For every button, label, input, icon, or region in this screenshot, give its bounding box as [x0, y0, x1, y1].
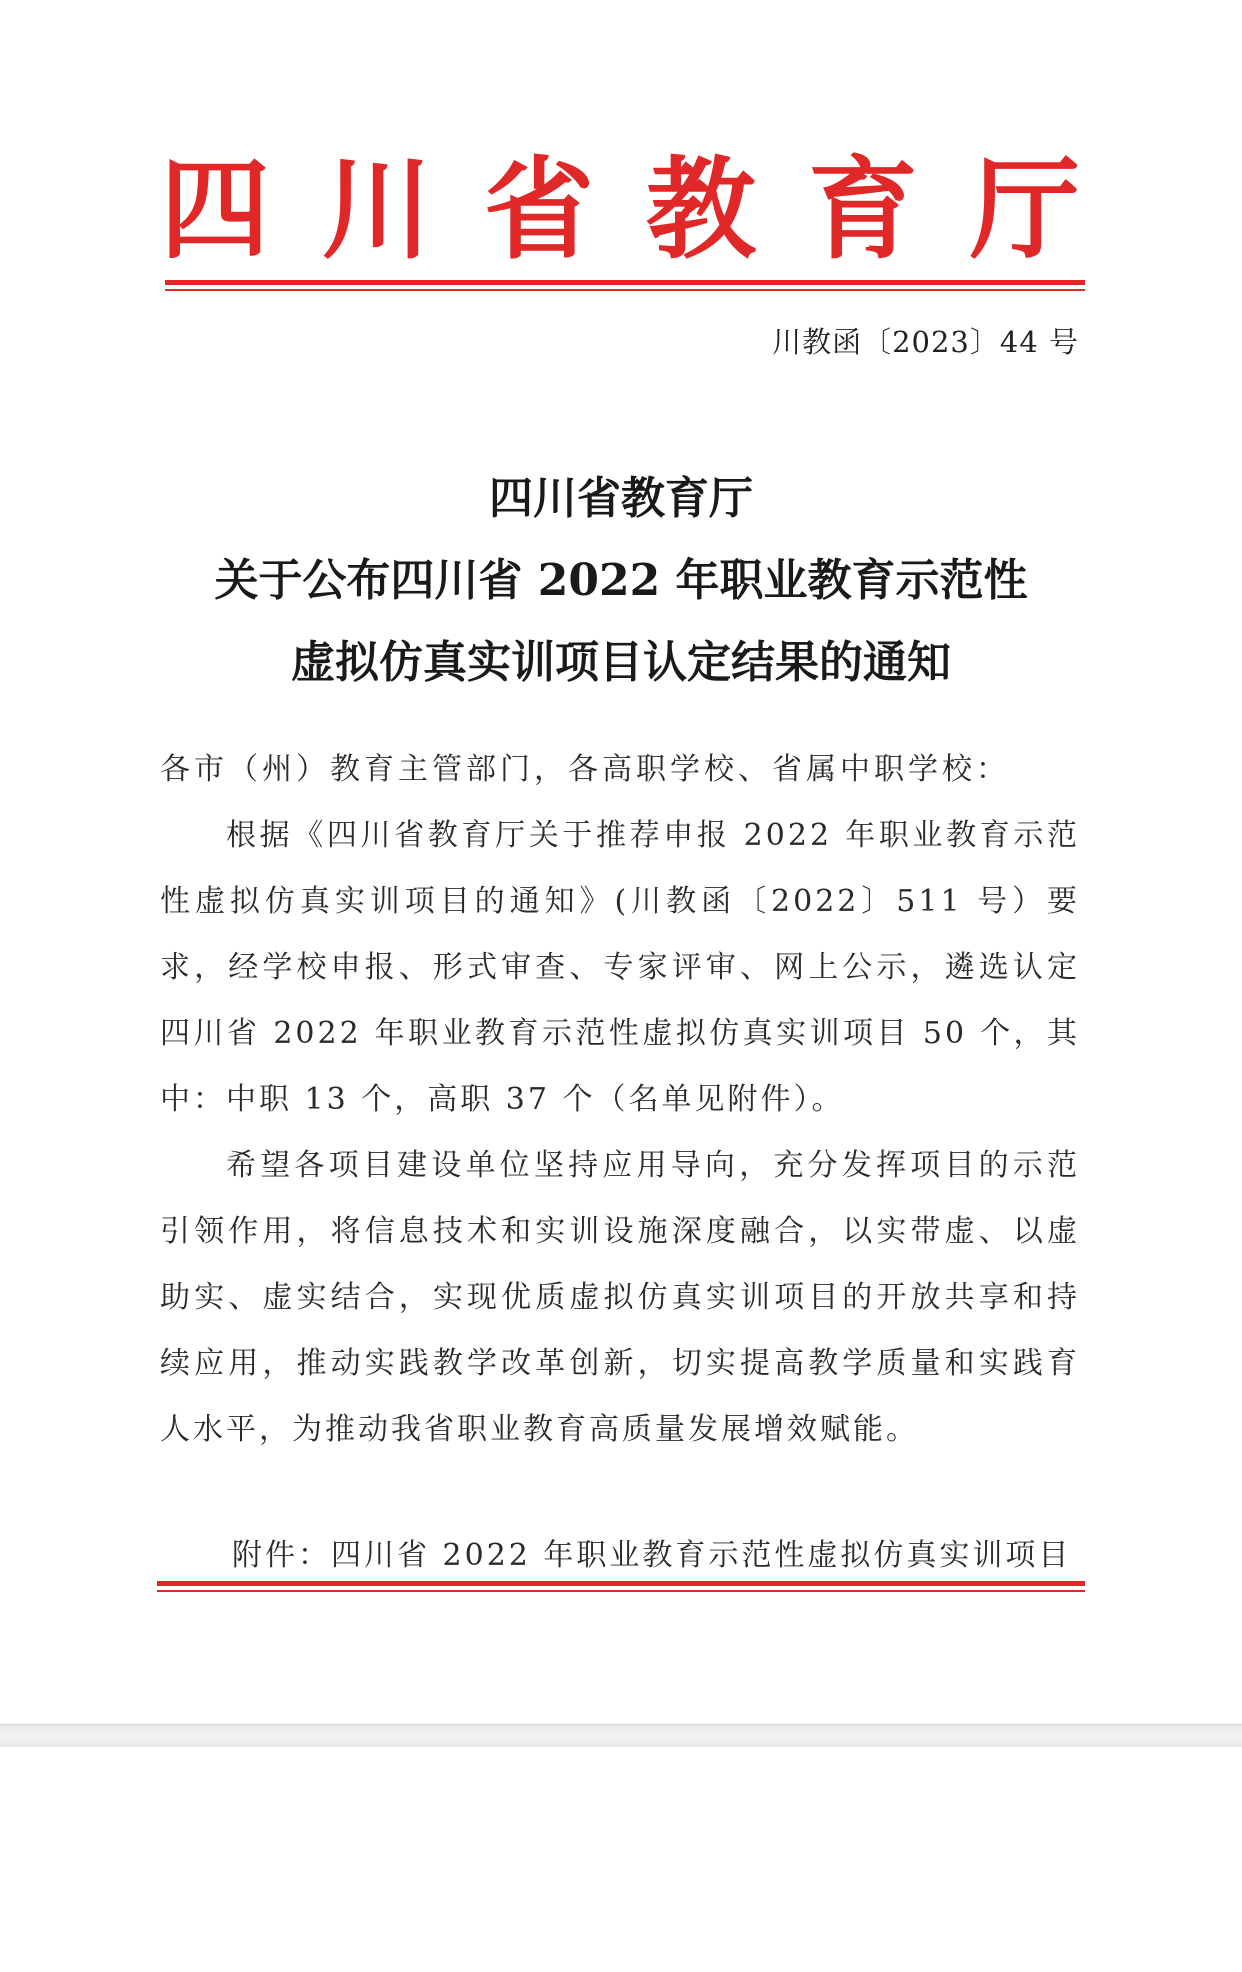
masthead-title	[160, 140, 1080, 280]
attachment-line: 附件：四川省 2022 年职业教育示范性虚拟仿真实训项目	[232, 1538, 1072, 1573]
salutation: 各市（州）教育主管部门，各高职学校、省属中职学校：	[160, 752, 1010, 787]
masthead-char: 育	[808, 145, 918, 274]
masthead-divider	[165, 280, 1085, 291]
masthead-char: 四	[160, 145, 270, 274]
page-separator	[0, 1724, 1242, 1748]
body-paragraph: 根据《四川省教育厅关于推荐申报 2022 年职业教育示范性虚拟仿真实训项目的通知》(川教函〔2022〕511 号）要求，经学校申报、形式审查、专家评审、网上公示，遴选认定四川省 2022 年职业教育示范性虚拟仿真实训项目 50 个，其中：中职 13 个，高职 37 个（名单见附件）。	[160, 818, 1080, 1117]
document-number: 川教函〔2023〕44 号	[772, 325, 1079, 359]
title-line-1: 四川省教育厅	[489, 473, 753, 524]
document-title	[120, 458, 1122, 704]
title-line-2: 关于公布四川省 2022 年职业教育示范性	[214, 555, 1028, 606]
attachment-divider	[157, 1581, 1085, 1592]
title-line-3: 虚拟仿真实训项目认定结果的通知	[291, 637, 951, 688]
masthead-char: 省	[484, 145, 594, 274]
masthead-char: 川	[322, 145, 432, 274]
masthead-char: 教	[646, 145, 756, 274]
body-paragraph: 希望各项目建设单位坚持应用导向，充分发挥项目的示范引领作用，将信息技术和实训设施深度融合，以实带虚、以虚助实、虚实结合，实现优质虚拟仿真实训项目的开放共享和持续应用，推动实践教学改革创新，切实提高教学质量和实践育人水平，为推动我省职业教育高质量发展增效赋能。	[160, 1148, 1080, 1447]
next-page	[0, 1747, 1242, 1972]
masthead-char: 厅	[970, 145, 1080, 274]
